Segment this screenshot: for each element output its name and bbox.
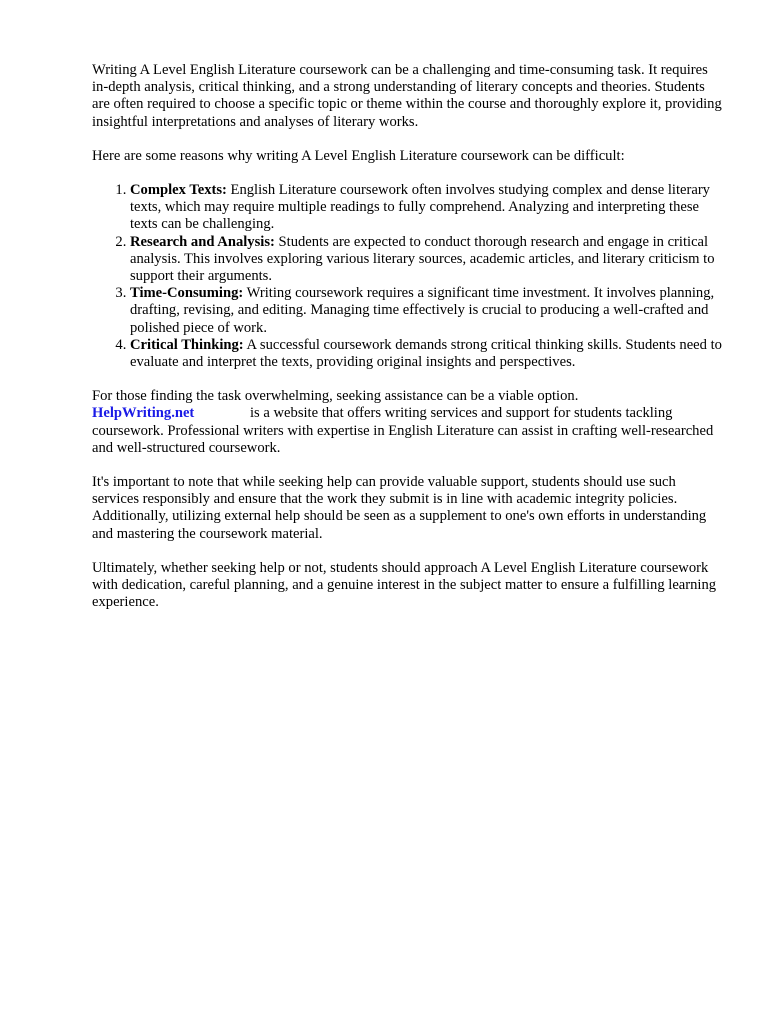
reason-text: English Literature coursework often involves studying complex and dense literary texts, which may require multiple readings to fully comprehend. Analyzing and interpreting these texts can be challenging. (130, 182, 710, 233)
reason-text: Students are expected to conduct thorough research and engage in critical analysis. This involves exploring various literary sources, academic articles, and literary criticism to support their arguments. (130, 233, 715, 285)
reason-term: Critical Thinking: (130, 336, 244, 353)
reasons-intro-paragraph: Here are some reasons why writing A Level English Literature coursework can be difficult: (92, 147, 625, 164)
conclusion-paragraph: Ultimately, whether seeking help or not, students should approach A Level English Literature coursework with dedication, careful planning, and a genuine interest in the subject matter to ensure a fulfilling learning experience. (92, 559, 717, 611)
help-paragraph (92, 388, 722, 457)
list-item (130, 285, 722, 337)
document-page (92, 62, 722, 628)
reason-term: Research and Analysis: (130, 233, 275, 250)
list-item (130, 182, 722, 234)
reason-term: Time-Consuming: (130, 285, 244, 302)
caution-paragraph: It's important to note that while seeking help can provide valuable support, students should use such services responsibly and ensure that the work they submit is in line with academic integrity policies. Additionally, utilizing external help should be seen as a supplement to one's own efforts in understanding and mastering the coursework material. (92, 474, 707, 542)
list-item (130, 234, 722, 286)
reasons-list (92, 182, 722, 371)
help-rest-text: is a website that offers writing services and support for students tackling coursework. Professional writers with expertise in English Literature can assist in crafting well-researched and well-structured coursework. (92, 405, 714, 456)
reason-text: A successful coursework demands strong critical thinking skills. Students need to evaluate and interpret the texts, providing original insights and perspectives. (130, 336, 722, 371)
help-lead-text: For those finding the task overwhelming, seeking assistance can be a viable option. (92, 388, 579, 405)
reason-text: Writing coursework requires a significant time investment. It involves planning, drafting, revising, and editing. Managing time effectively is crucial to producing a well-crafted and polished piece of work. (130, 285, 715, 336)
list-item (130, 337, 722, 371)
intro-paragraph: Writing A Level English Literature coursework can be a challenging and time-consuming task. It requires in-depth analysis, critical thinking, and a strong understanding of literary concepts and theories. Students are often required to choose a specific topic or theme within the course and thoroughly explore it, providing insightful interpretations and analyses of literary works. (92, 62, 722, 130)
helpwriting-link[interactable]: HelpWriting.net (92, 405, 195, 422)
reason-term: Complex Texts: (130, 182, 227, 199)
